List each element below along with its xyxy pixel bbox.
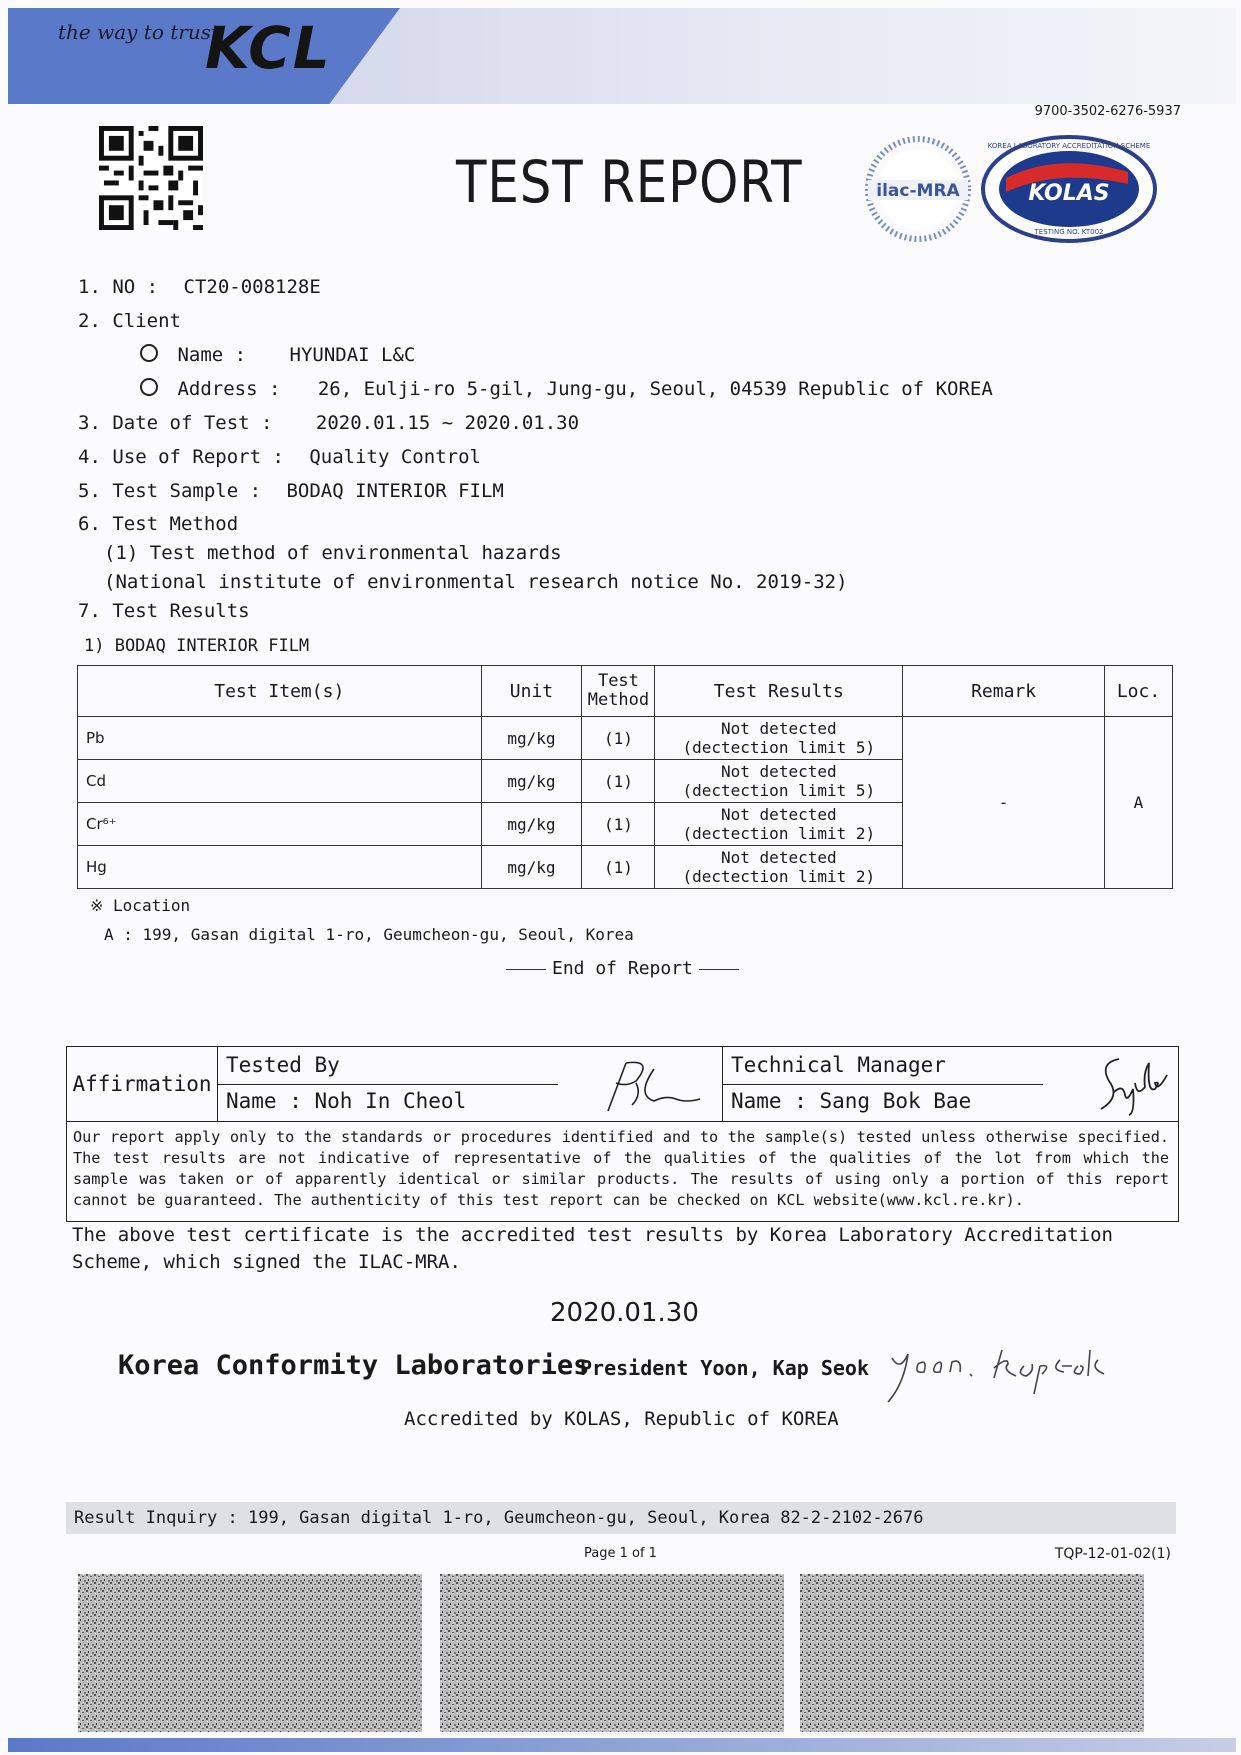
result-cell <box>655 717 903 760</box>
location-cell: A <box>1105 717 1173 889</box>
divider <box>67 1121 1178 1122</box>
header-test-results: Test Results <box>655 666 903 717</box>
ilac-mra-logo <box>862 134 974 244</box>
kolas-logo <box>978 134 1160 244</box>
tester-signature <box>596 1055 706 1115</box>
header-remark: Remark <box>903 666 1105 717</box>
unit-cell: mg/kg <box>481 846 582 889</box>
client-name-label: Name : <box>177 344 247 366</box>
page-number: Page 1 of 1 <box>584 1546 657 1561</box>
date-of-test-label: 3. Date of Test : <box>78 412 273 434</box>
test-sample-label: 5. Test Sample : <box>78 480 262 502</box>
form-number: TQP-12-01-02(1) <box>1054 1546 1171 1562</box>
bullet-circle-icon <box>140 378 158 396</box>
issue-date: 2020.01.30 <box>550 1298 699 1328</box>
svg-text:TESTING NO. KT002: TESTING NO. KT002 <box>1034 228 1104 236</box>
disclaimer-text: Our report apply only to the standards or procedures identified and to the sample(s) tested unless otherwise specified. The test results are not indicative of representative of the qualities of the qualities of the lot from which the sample was taken or of apparently identical or similar products. The results of using only a portion of this report cannot be guaranteed. The authenticity of this test report can be checked on KCL website(www.kcl.re.kr). <box>73 1128 1169 1209</box>
unit-cell: mg/kg <box>481 760 582 803</box>
result-text: Not detected <box>721 762 837 781</box>
qr-code[interactable] <box>98 126 204 230</box>
result-limit: (dectection limit 2) <box>682 867 876 886</box>
end-of-report-text: End of Report <box>552 958 693 979</box>
president-signature <box>884 1344 1124 1406</box>
use-of-report <box>78 446 481 468</box>
date-of-test-value: 2020.01.15 ~ 2020.01.30 <box>315 412 580 434</box>
end-of-report <box>500 958 745 979</box>
result-limit: (dectection limit 5) <box>682 738 876 757</box>
organization-name: Korea Conformity Laboratories <box>118 1350 590 1381</box>
divider <box>506 969 546 970</box>
client-name <box>140 344 415 366</box>
result-text: Not detected <box>721 719 837 738</box>
method-cell: (1) <box>582 717 655 760</box>
method-cell: (1) <box>582 760 655 803</box>
date-of-test <box>78 412 579 434</box>
client-address-label: Address : <box>177 378 281 400</box>
client-address <box>140 378 993 400</box>
test-item-cell: Hg <box>78 846 482 889</box>
result-limit: (dectection limit 5) <box>682 781 876 800</box>
security-pattern <box>800 1574 1144 1732</box>
technical-manager-label: Technical Manager <box>731 1053 946 1077</box>
test-results-heading: 7. Test Results <box>78 600 250 622</box>
president-name: President Yoon, Kap Seok <box>580 1356 869 1380</box>
svg-text:KOREA LABORATORY ACCREDITATION: KOREA LABORATORY ACCREDITATION SCHEME <box>987 142 1151 150</box>
divider <box>699 969 739 970</box>
report-number-label: 1. NO : <box>78 276 159 298</box>
tested-by-label: Tested By <box>226 1053 340 1077</box>
divider <box>218 1084 558 1085</box>
method-cell: (1) <box>582 846 655 889</box>
result-inquiry: Result Inquiry : 199, Gasan digital 1-ro, Geumcheon-gu, Seoul, Korea 82-2-2102-2676 <box>66 1502 1176 1534</box>
table-row <box>78 717 1173 760</box>
client-name-value: HYUNDAI L&C <box>289 344 416 366</box>
tested-by-cell <box>218 1047 723 1121</box>
unit-cell: mg/kg <box>481 803 582 846</box>
unit-cell: mg/kg <box>481 717 582 760</box>
technical-manager-name: Name : Sang Bok Bae <box>731 1089 972 1113</box>
header-test-method <box>582 666 655 717</box>
accreditation-statement: The above test certificate is the accredited test results by Korea Laboratory Accreditation Scheme, which signed the ILAC-MRA. <box>72 1224 1113 1273</box>
client-address-value: 26, Eulji-ro 5-gil, Jung-gu, Seoul, 04539 Republic of KOREA <box>317 378 993 400</box>
report-number-value: CT20-008128E <box>183 276 321 298</box>
result-text: Not detected <box>721 805 837 824</box>
remark-cell: - <box>903 717 1105 889</box>
header-test-method-line-2: Method <box>587 690 650 710</box>
header-unit: Unit <box>481 666 582 717</box>
accredited-by: Accredited by KOLAS, Republic of KOREA <box>404 1408 839 1430</box>
result-cell <box>655 760 903 803</box>
test-method-line-1: (1) Test method of environmental hazards <box>104 542 562 564</box>
page-title: TEST REPORT <box>456 148 803 216</box>
document-number: 9700-3502-6276-5937 <box>1034 104 1181 119</box>
test-sample <box>78 480 504 502</box>
header-test-item: Test Item(s) <box>78 666 482 717</box>
result-cell <box>655 803 903 846</box>
kcl-logo: KCL <box>205 14 332 82</box>
method-cell: (1) <box>582 803 655 846</box>
report-number <box>78 276 321 298</box>
header-location: Loc. <box>1105 666 1173 717</box>
security-pattern <box>78 1574 422 1732</box>
manager-signature <box>1093 1053 1173 1117</box>
affirmation-label: Affirmation <box>67 1047 218 1121</box>
technical-manager-cell <box>723 1047 1178 1121</box>
tested-by-name: Name : Noh In Cheol <box>226 1089 467 1113</box>
sample-subsection: 1) BODAQ INTERIOR FILM <box>84 636 310 656</box>
results-table <box>77 665 1173 889</box>
table-header-row <box>78 666 1173 717</box>
use-of-report-label: 4. Use of Report : <box>78 446 284 468</box>
location-note-value: A : 199, Gasan digital 1-ro, Geumcheon-gu, Seoul, Korea <box>104 925 634 944</box>
header-test-method-line-1: Test <box>597 671 639 691</box>
test-item-cell: Cr⁶⁺ <box>78 803 482 846</box>
test-method-line-2: (National institute of environmental research notice No. 2019-32) <box>104 571 848 593</box>
location-note-label: ※ Location <box>90 896 191 915</box>
test-sample-value: BODAQ INTERIOR FILM <box>286 480 504 502</box>
footer-band <box>8 1738 1236 1752</box>
test-method-heading: 6. Test Method <box>78 513 239 535</box>
test-item-cell: Cd <box>78 760 482 803</box>
bullet-circle-icon <box>140 344 158 362</box>
result-limit: (dectection limit 2) <box>682 824 876 843</box>
divider <box>723 1084 1043 1085</box>
client-heading: 2. Client <box>78 310 181 332</box>
svg-text:KOLAS: KOLAS <box>1028 181 1110 206</box>
use-of-report-value: Quality Control <box>309 446 481 468</box>
test-item-cell: Pb <box>78 717 482 760</box>
tagline: the way to trust <box>58 20 220 44</box>
affirmation-box <box>66 1046 1179 1222</box>
result-cell <box>655 846 903 889</box>
result-text: Not detected <box>721 848 837 867</box>
security-pattern <box>440 1574 784 1732</box>
svg-text:ilac-MRA: ilac-MRA <box>876 181 960 201</box>
